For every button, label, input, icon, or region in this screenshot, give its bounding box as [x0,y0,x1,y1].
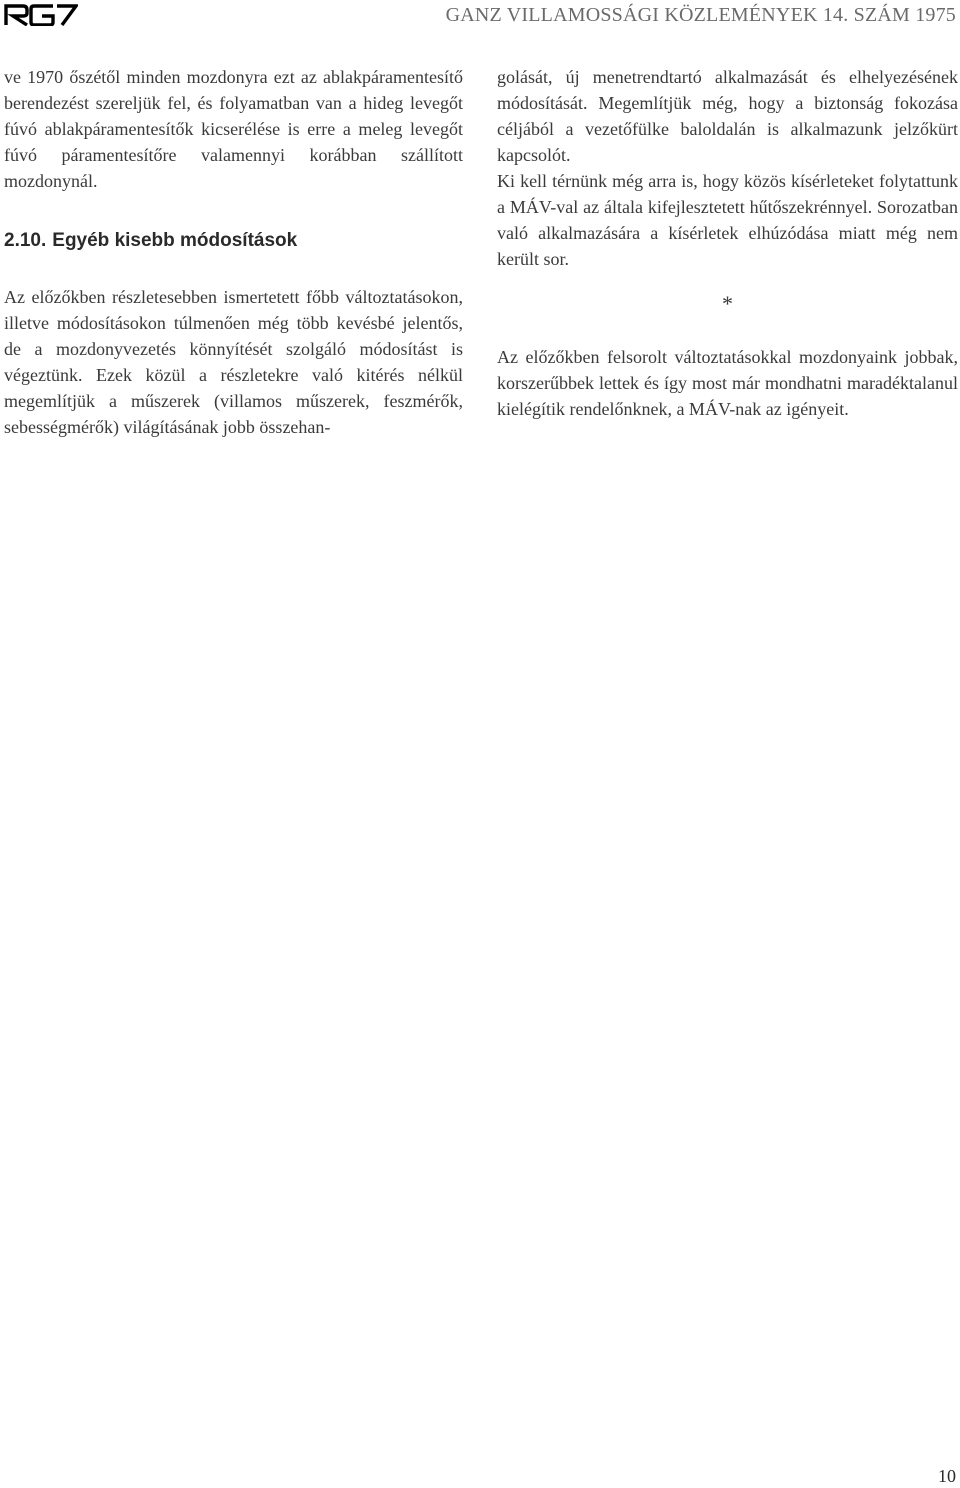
paragraph [4,284,463,440]
page-header [0,0,960,40]
paragraph-text-continued: Ezek közül a részletekre való kitérés nélkül megemlítjük a műszerek (villamos műszerek, feszmérők, sebességmérők) világításának jobb összehan- [4,365,464,437]
page-number: 10 [938,1466,956,1486]
rg7-logo [4,4,78,26]
section-number: 2.10. [4,230,47,251]
paragraph-text: Az előzőkben részletesebben ismertetett főbb változtatásokon, illetve módosításokon túlmenően még több kevésbé jelentős, de a mozdonyvezetés könnyítését szolgáló módosítást is végeztünk. [4,287,463,385]
right-column [497,64,958,422]
paragraph: Ki kell térnünk még arra is, hogy közös kísérleteket folytattunk a MÁV-val az általa kifejlesztetett hűtőszekrénnyel. Sorozatban való alkalmazására a kísérletek elhúzódása miatt még nem került sor. [497,171,958,269]
paragraph-text-continued: Megemlítjük még, hogy a biztonság fokozása céljából a vezetőfülke baloldalán is alkalmazunk jelzőkürt kapcsolót. [497,93,959,165]
paragraph: Az előzőkben felsorolt változtatásokkal mozdonyaink jobbak, korszerűbbek lettek és így most már mondhatni maradéktalanul kielégítik rendelőnknek, a MÁV-nak az igényeit. [497,347,958,419]
section-heading [4,228,463,254]
paragraph-text: golását, új menetrendtartó alkalmazását és elhelyezésének módosítását. [497,67,958,113]
journal-title: GANZ VILLAMOSSÁGI KÖZLEMÉNYEK 14. SZÁM 1975 [445,4,956,26]
section-title: Egyéb kisebb módosítások [52,230,298,251]
paragraph [497,64,958,168]
left-column [4,64,463,440]
section-separator: * [722,291,733,316]
paragraph: ve 1970 őszétől minden mozdonyra ezt az ablakpáramentesítő berendezést szereljük fel, és folyamatban van a hideg levegőt fúvó ablakpáramentesítők kicserélése is erre a meleg levegőt fúvó páramentesítőre valamennyi korábban szállított mozdonynál. [4,67,463,191]
